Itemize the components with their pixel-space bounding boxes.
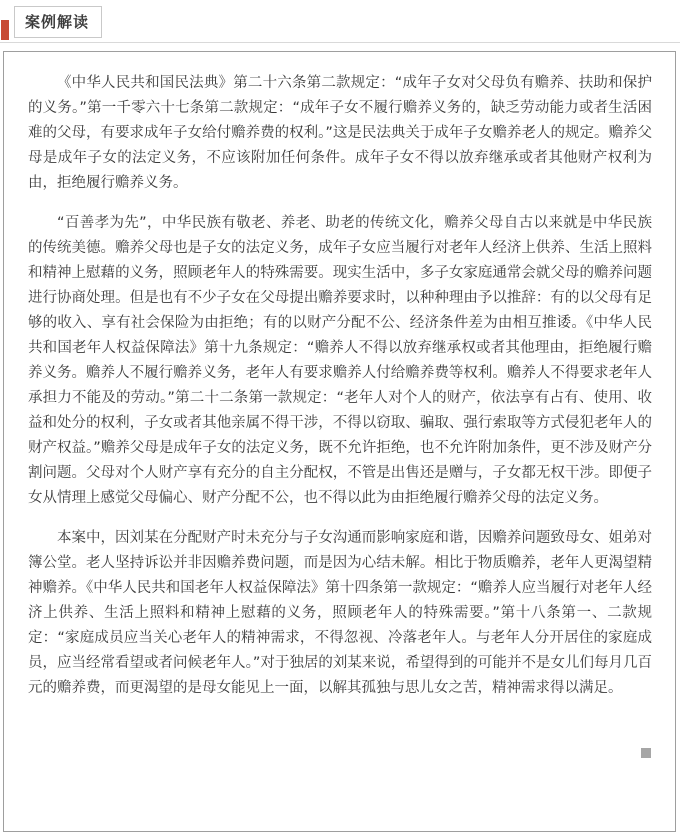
accent-bar: [1, 20, 9, 40]
article-box: [3, 51, 676, 832]
paragraph-3: 本案中，因刘某在分配财产时未充分与子女沟通而影响家庭和谐，因赡养问题致母女、姐弟对簿公堂。老人坚持诉讼并非因赡养费问题，而是因为心结未解。相比于物质赡养，老年人更渴望精神赡养。《中华人民共和国老年人权益保障法》第十四条第一款规定：“赡养人应当履行对老年人经济上供养、生活上照料和精神上慰藉的义务，照顾老年人的特殊需要。”第十八条第一、二款规定：“家庭成员应当关心老年人的精神需求，不得忽视、冷落老年人。与老年人分开居住的家庭成员，应当经常看望或者问候老年人。”对于独居的刘某来说，希望得到的可能并不是女儿们每月几百元的赡养费，而更渴望的是母女能见上一面，以解其孤独与思儿女之苦，精神需求得以满足。: [28, 530, 652, 696]
end-mark-icon: [641, 748, 651, 758]
article-body: [28, 71, 652, 716]
paragraph-1: 《中华人民共和国民法典》第二十六条第二款规定：“成年子女对父母负有赡养、扶助和保护的义务。”第一千零六十七条第二款规定：“成年子女不履行赡养义务的，缺乏劳动能力或者生活困难的父母，有要求成年子女给付赡养费的权利。”这是民法典关于成年子女赡养老人的规定。赡养父母是成年子女的法定义务，不应该附加任何条件。成年子女不得以放弃继承或者其他财产权利为由，拒绝履行赡养义务。: [28, 75, 652, 191]
section-header: [0, 0, 680, 44]
section-title: 案例解读: [25, 13, 90, 31]
section-title-tab: [14, 6, 102, 38]
header-divider: [0, 42, 680, 43]
paragraph-2: “百善孝为先”，中华民族有敬老、养老、助老的传统文化，赡养父母自古以来就是中华民族的传统美德。赡养父母也是子女的法定义务，成年子女应当履行对老年人经济上供养、生活上照料和精神上慰藉的义务，照顾老年人的特殊需要。现实生活中，多子女家庭通常会就父母的赡养问题进行协商处理。但是也有不少子女在父母提出赡养要求时，以种种理由予以推辞：有的以父母有足够的收入、享有社会保险为由拒绝；有的以财产分配不公、经济条件差为由相互推诿。《中华人民共和国老年人权益保障法》第十九条规定：“赡养人不得以放弃继承权或者其他理由，拒绝履行赡养义务。赡养人不履行赡养义务，老年人有要求赡养人付给赡养费等权利。赡养人不得要求老年人承担力不能及的劳动。”第二十二条第一款规定：“老年人对个人的财产，依法享有占有、使用、收益和处分的权利，子女或者其他亲属不得干涉，不得以窃取、骗取、强行索取等方式侵犯老年人的财产权益。”赡养父母是成年子女的法定义务，既不允许拒绝，也不允许附加条件，更不涉及财产分割问题。父母对个人财产享有充分的自主分配权，不管是出售还是赠与，子女都无权干涉。即便子女从情理上感觉父母偏心、财产分配不公，也不得以此为由拒绝履行赡养父母的法定义务。: [28, 215, 652, 506]
